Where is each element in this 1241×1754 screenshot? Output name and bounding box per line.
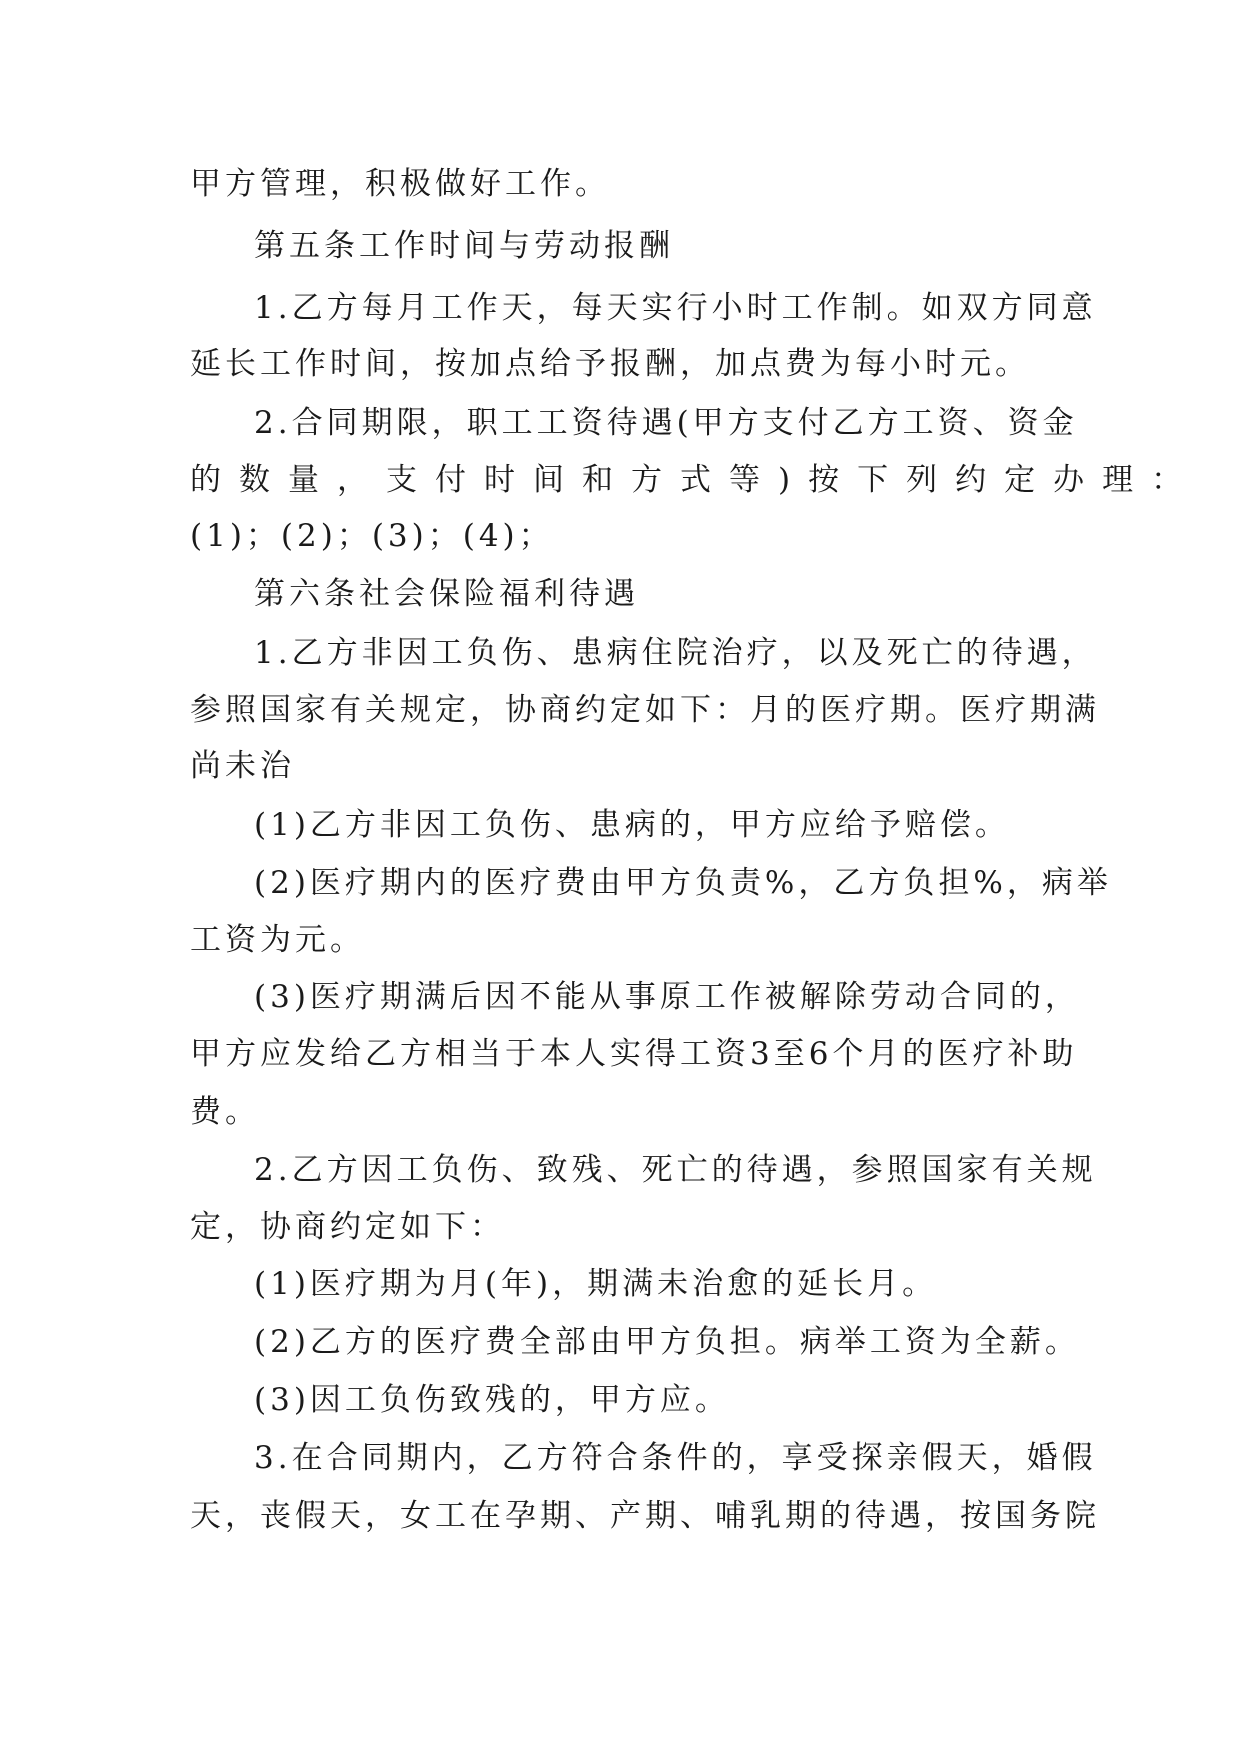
text-line: (3)因工负伤致残的，甲方应。	[254, 1382, 730, 1418]
text-line: 延长工作时间，按加点给予报酬，加点费为每小时元。	[190, 346, 1030, 382]
text-line: 甲方应发给乙方相当于本人实得工资3至6个月的医疗补助	[190, 1036, 1078, 1072]
section-heading: 第六条社会保险福利待遇	[254, 576, 639, 612]
text-line: 尚未治	[190, 748, 295, 784]
text-line: (3)医疗期满后因不能从事原工作被解除劳动合同的，	[254, 979, 1080, 1015]
text-line: (2)乙方的医疗费全部由甲方负担。病举工资为全薪。	[254, 1324, 1080, 1360]
text-line: 参照国家有关规定，协商约定如下：月的医疗期。医疗期满	[190, 692, 1100, 728]
text-line: 天，丧假天，女工在孕期、产期、哺乳期的待遇，按国务院	[190, 1498, 1100, 1534]
text-line: 费。	[190, 1094, 260, 1130]
text-line: (1)；(2)；(3)；(4)；	[190, 518, 554, 554]
text-line: 工资为元。	[190, 922, 365, 958]
text-line: 2.合同期限，职工工资待遇(甲方支付乙方工资、资金	[254, 405, 1078, 441]
text-line: 2.乙方因工负伤、致残、死亡的待遇，参照国家有关规	[254, 1152, 1097, 1188]
text-line: 3.在合同期内，乙方符合条件的，享受探亲假天，婚假	[254, 1440, 1097, 1476]
text-line: 定，协商约定如下：	[190, 1209, 505, 1245]
text-line: 1.乙方非因工负伤、患病住院治疗，以及死亡的待遇，	[254, 635, 1097, 671]
section-heading: 第五条工作时间与劳动报酬	[254, 228, 674, 264]
text-line: 1.乙方每月工作天，每天实行小时工作制。如双方同意	[254, 290, 1097, 326]
text-line: (2)医疗期内的医疗费由甲方负责%，乙方负担%，病举	[254, 865, 1112, 901]
text-line: (1)乙方非因工负伤、患病的，甲方应给予赔偿。	[254, 807, 1010, 843]
text-line: (1)医疗期为月(年)，期满未治愈的延长月。	[254, 1266, 938, 1302]
text-line: 甲方管理，积极做好工作。	[190, 166, 610, 202]
text-line: 的数量，支付时间和方式等)按下列约定办理：	[190, 462, 1201, 498]
